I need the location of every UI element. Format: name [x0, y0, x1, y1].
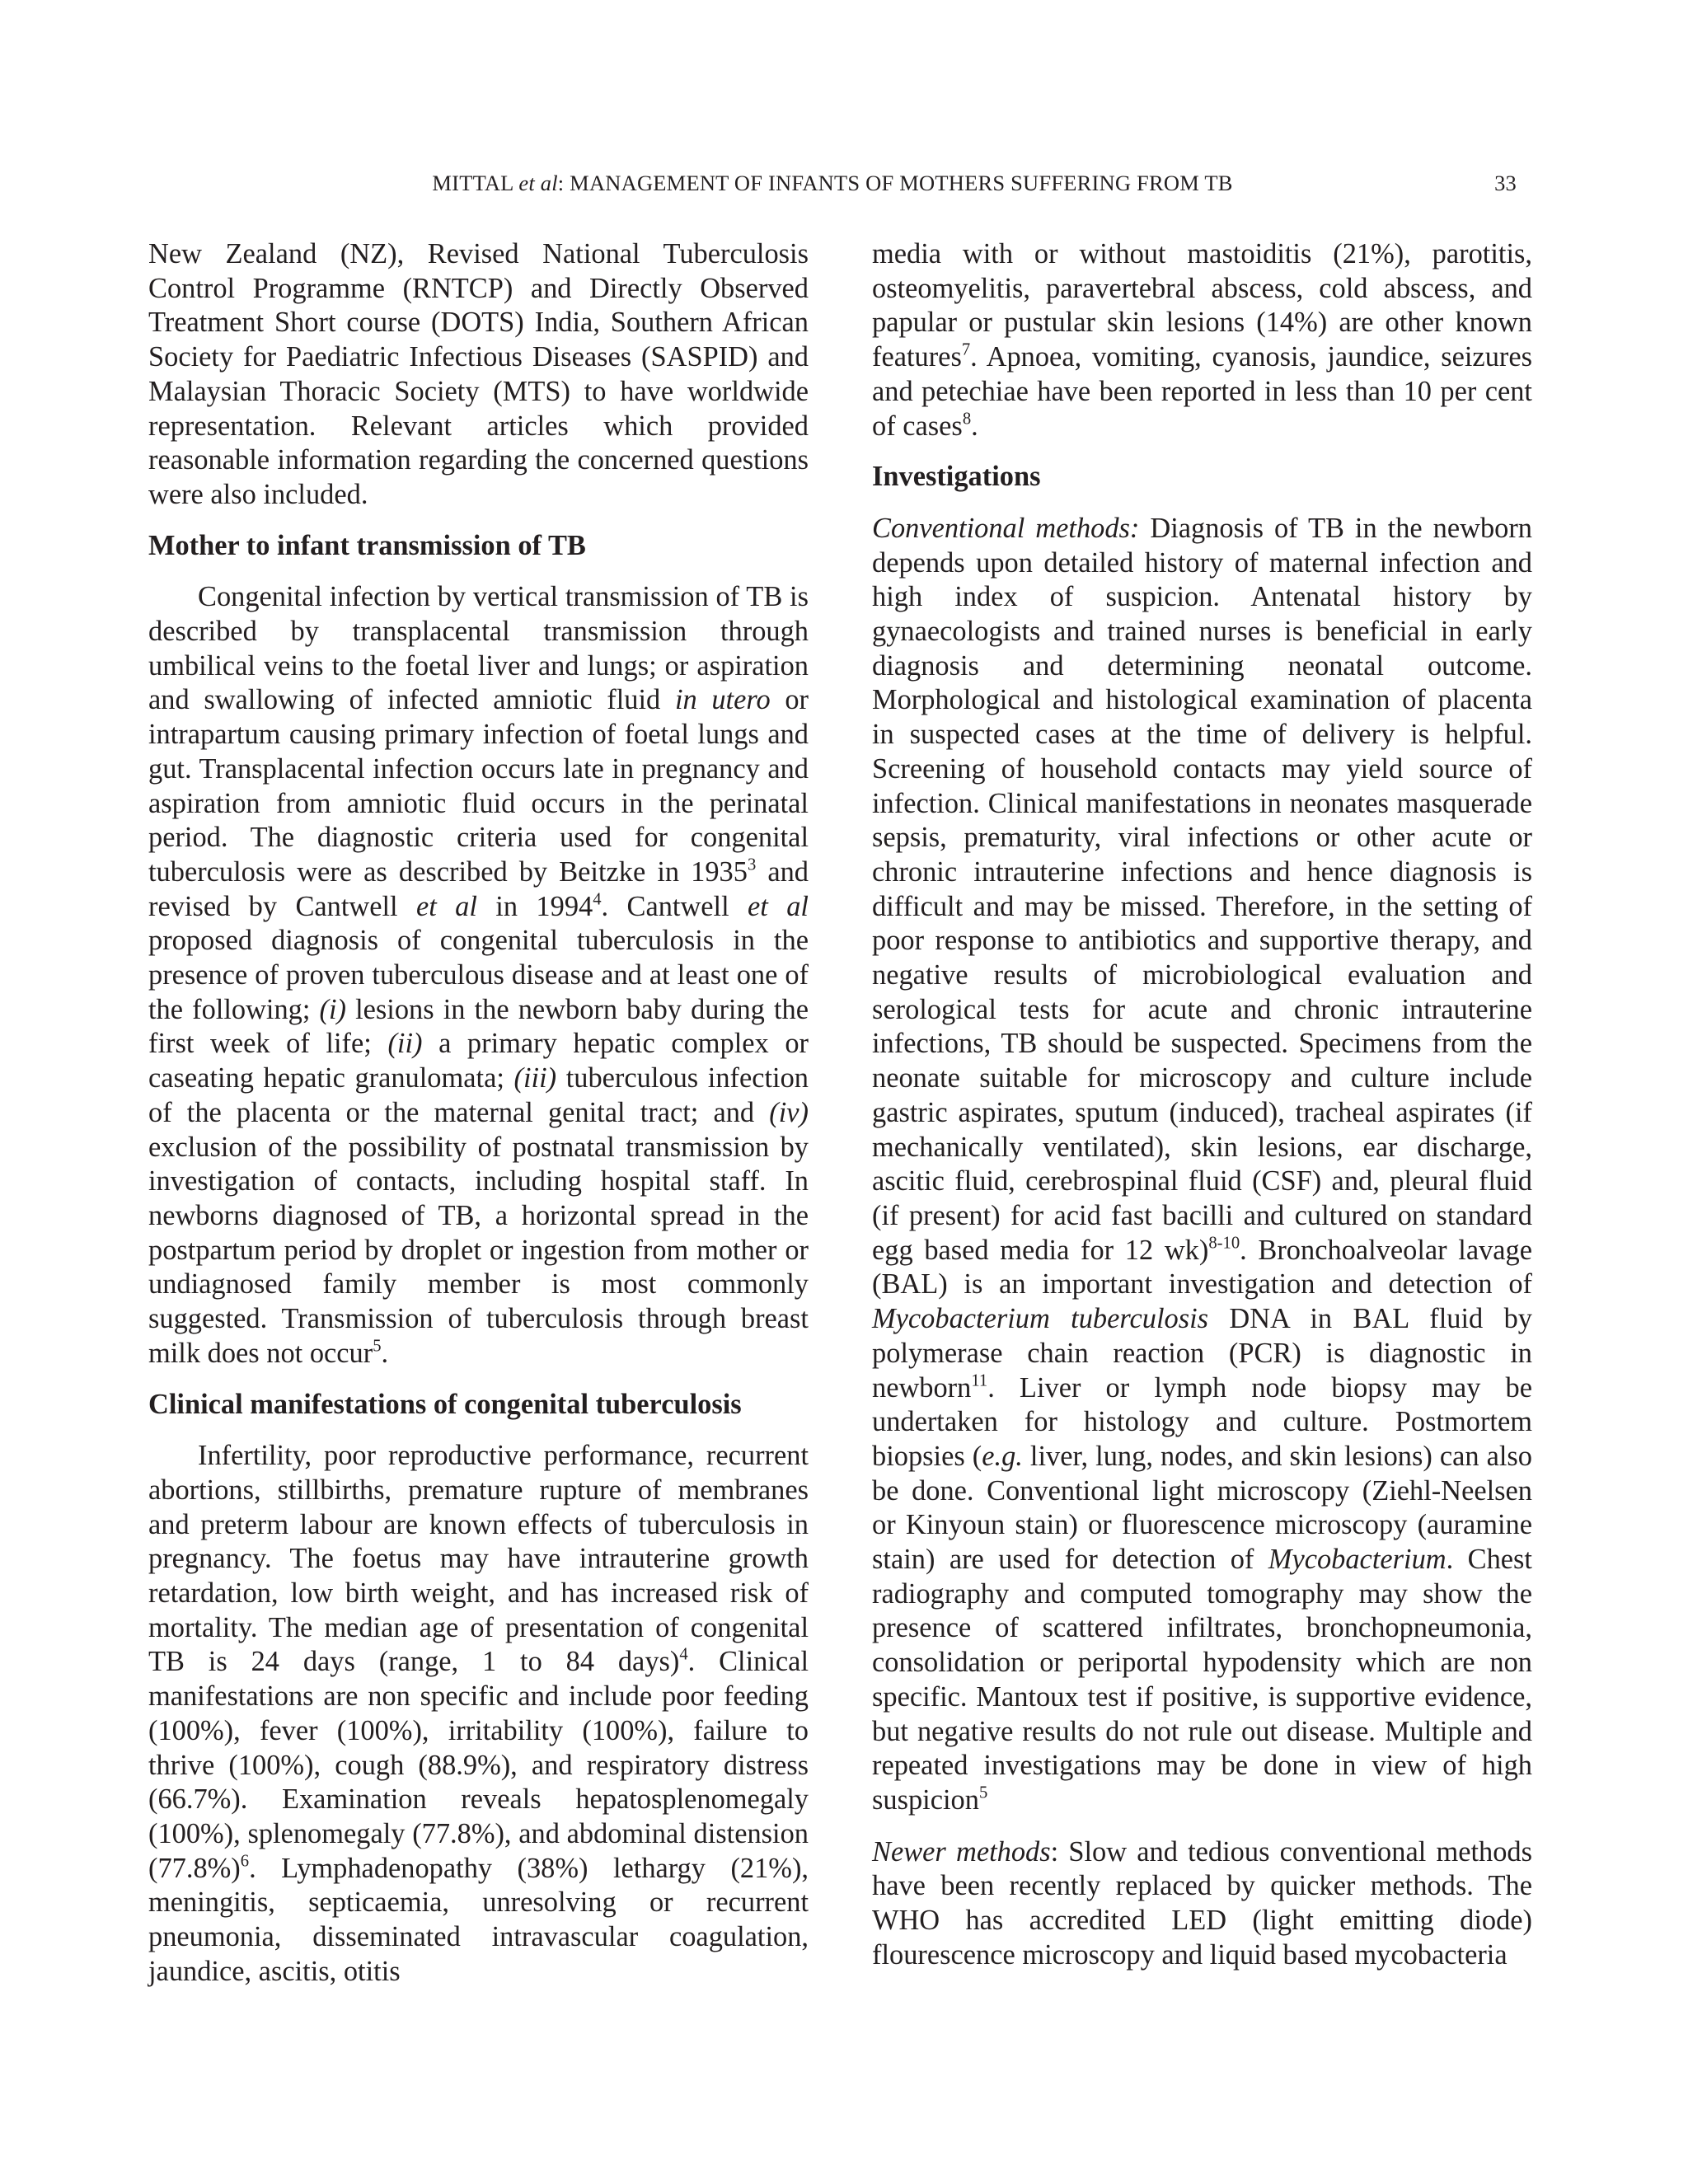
newer-methods-label: Newer methods [872, 1835, 1051, 1868]
citation-5: 5 [373, 1337, 382, 1356]
page-number: 33 [1494, 171, 1517, 195]
heading-clinical: Clinical manifestations of congenital tuberculosis [148, 1388, 742, 1420]
citation-7: 7 [961, 340, 971, 359]
transmission-paragraph: Congenital infection by vertical transmission of TB is described by transplacental transmission through umbilical veins to the foetal liver and lungs; or aspiration and swallowing of infected amniotic fluid in utero or intrapartum causing primary infection of foetal lungs and gut. Transplacental infection occurs late in pregnancy and aspiration from amniotic fluid occurs in the perinatal period. The diagnostic criteria used for congenital tuberculosis were as described by Beitzke in 1935$^3$ and revised by Cantwell et al in 1994$^4$. Cantwell et al proposed diagnosis of congenital tuberculosis in the presence of proven tuberculous disease and at least one of the following; (i) lesions in the newborn baby during the first week of life; (ii) a primary hepatic complex or caseating hepatic granulomata; (iii) tuberculous infection of the placenta or the maternal genital tract; and (iv) exclusion of the possibility of postnatal transmission by investigation of contacts, including hospital staff. In newborns diagnosed of TB, a horizontal spread in the postpartum period by droplet or ingestion from mother or undiagnosed family member is most commonly suggested. Transmission of tuberculosis through breast milk does not occur$^5$. [148, 581, 809, 1369]
citation-8-10: 8-10 [1208, 1234, 1240, 1253]
intro-paragraph: New Zealand (NZ), Revised National Tuberculosis Control Programme (RNTCP) and Directly Observed Treatment Short course (DOTS) India, Southern African Society for Paediatric Infectious Diseases (SASPID) and Malaysian Thoracic Society (MTS) to have worldwide representation. Relevant articles which provided reasonable information regarding the concerned questions were also included. [148, 238, 809, 510]
citation-5: 5 [978, 1783, 988, 1802]
left-column [148, 237, 809, 1989]
citation-3: 3 [747, 855, 757, 874]
heading-investigations: Investigations [872, 461, 1041, 493]
citation-11: 11 [971, 1371, 988, 1390]
citation-4: 4 [593, 890, 602, 909]
citation-8: 8 [962, 410, 972, 429]
clinical-paragraph: Infertility, poor reproductive performance, recurrent abortions, stillbirths, premature rupture of membranes and preterm labour are known effects of tuberculosis in pregnancy. The foetus may have intrauterine growth retardation, low birth weight, and has increased risk of mortality. The median age of presentation of congenital TB is 24 days (range, 1 to 84 days)$^4$. Clinical manifestations are non specific and include poor feeding (100%), fever (100%), irritability (100%), failure to thrive (100%), cough (88.9%), and respiratory distress (66.7%). Examination reveals hepatosplenomegaly (100%), splenomegaly (77.8%), and abdominal distension $(77.8\%)^6$. Lymphadenopathy (38%) lethargy (21%), meningitis, septicaemia, unresolving or recurrent pneumonia, disseminated intravascular coagulation, jaundice, ascitis, otitis [148, 1440, 809, 1987]
citation-6: 6 [240, 1852, 250, 1871]
running-head [148, 171, 1517, 204]
conventional-methods-label: Conventional methods: [872, 512, 1140, 544]
running-title: MITTAL et al: MANAGEMENT OF INFANTS OF MOTHERS SUFFERING FROM TB [432, 171, 1233, 195]
right-column [872, 237, 1532, 1972]
clinical-continued-paragraph: media with or without mastoiditis (21%), parotitis, osteomyelitis, paravertebral abscess, cold abscess, and papular or pustular skin lesions (14%) are other known features$^7$. Apnoea, vomiting, cyanosis, jaundice, seizures and petechiae have been reported in less than 10 per cent of cases$^8$. [872, 238, 1532, 442]
newer-methods-paragraph: Newer methods: Slow and tedious conventional methods have been recently replaced by quicker methods. The WHO has accredited LED (light emitting diode) flourescence microscopy and liquid based mycobacteria [872, 1835, 1532, 1971]
heading-transmission: Mother to infant transmission of TB [148, 529, 586, 561]
citation-4: 4 [679, 1646, 688, 1665]
conventional-methods-paragraph: Conventional methods: Diagnosis of TB in the newborn depends upon detailed history of maternal infection and high index of suspicion. Antenatal history by gynaecologists and trained nurses is beneficial in early diagnosis and determining neonatal outcome. Morphological and histological examination of placenta in suspected cases at the time of delivery is helpful. Screening of household contacts may yield source of infection. Clinical manifestations in neonates masquerade sepsis, prematurity, viral infections or other acute or chronic intrauterine infections and hence diagnosis is difficult and may be missed. Therefore, in the setting of poor response to antibiotics and supportive therapy, and negative results of microbiological evaluation and serological tests for acute and chronic intrauterine infections, TB should be suspected. Specimens from the neonate suitable for microscopy and culture include gastric aspirates, sputum (induced), tracheal aspirates (if mechanically ventilated), skin lesions, ear discharge, ascitic fluid, cerebrospinal fluid (CSF) and, pleural fluid (if present) for acid fast bacilli and cultured on standard egg based media for 12 wk)$^{8-10}$. Bronchoalveolar lavage (BAL) is an important investigation and detection of Mycobacterium tuberculosis DNA in BAL fluid by polymerase chain reaction (PCR) is diagnostic in newborn$^{11}$. Liver or lymph node biopsy may be undertaken for histology and culture. Postmortem biopsies (e.g. liver, lung, nodes, and skin lesions) can also be done. Conventional light microscopy (Ziehl-Neelsen or Kinyoun stain) or fluorescence microscopy (auramine stain) are used for detection of Mycobacterium. Chest radiography and computed tomography may show the presence of scattered infiltrates, bronchopneumonia, consolidation or periportal hypodensity which are non specific. Mantoux test if positive, is supportive evidence, but negative results do not rule out disease. Multiple and repeated investigations may be done in view of high suspicion$^5$ [872, 512, 1533, 1816]
